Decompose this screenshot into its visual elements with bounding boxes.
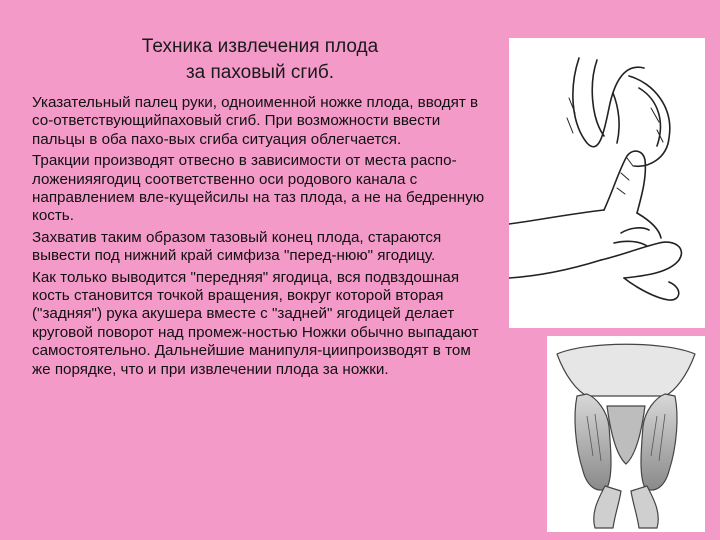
title-line-1: Техника извлечения плода bbox=[141, 36, 379, 57]
hand-traction-drawing bbox=[509, 38, 705, 328]
paragraph-2: Тракции производят отвесно в зависимости от места распо-ложенияягодиц соответственно оси родового канала с направлением вле-кущейсилы на таз плода, а не на бедренную кость. bbox=[32, 152, 485, 225]
slide-body-text bbox=[32, 94, 490, 382]
paragraph-1: Указательный палец руки, одноименной ножке плода, вводят в со-ответствующийпаховый сгиб. При возможности ввести пальцы в оба пахо-вых сгиба ситуация облегчается. bbox=[32, 94, 479, 148]
buttock-delivery-drawing bbox=[547, 336, 705, 532]
paragraph-4: Как только выводится "передняя" ягодица, вся подвздошная кость становится точкой вращения, вокруг которой вторая ("задняя") рука акушера вместе с "задней" ягодицей делает круговой поворот над промеж-ностью Ножки обычно выпадают самостоятельно. Дальнейшие манипуля-циипроизводят в том же порядке, что и при извлечении плода за ножки. bbox=[32, 268, 479, 378]
title-line-2: за паховый сгиб. bbox=[185, 62, 335, 83]
illustration-buttock-delivery bbox=[547, 336, 705, 532]
paragraph-3: Захватив таким образом тазовый конец плода, стараются вывести под нижний край симфиза "перед-нюю" ягодицу. bbox=[32, 228, 442, 265]
slide-title bbox=[40, 34, 480, 86]
illustration-hand-inguinal-fold bbox=[509, 38, 705, 328]
